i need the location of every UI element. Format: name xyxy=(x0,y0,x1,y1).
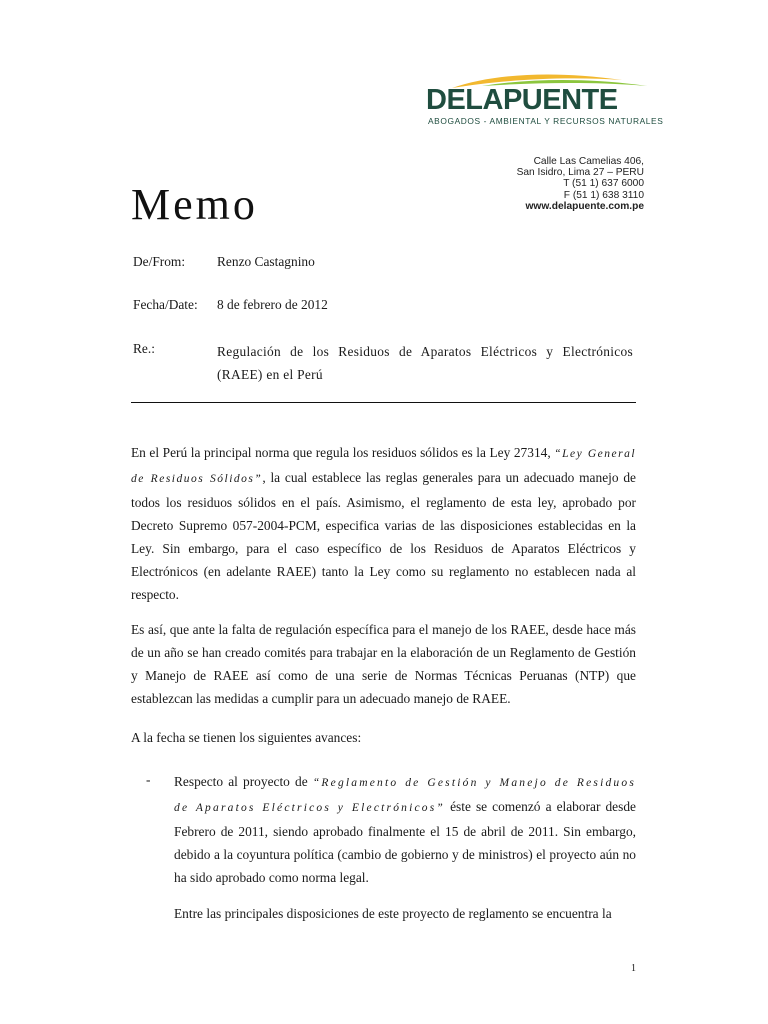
paragraph-1 xyxy=(131,441,636,606)
from-value: Renzo Castagnino xyxy=(217,254,315,269)
logo-tagline: ABOGADOS - AMBIENTAL Y RECURSOS NATURALES xyxy=(428,116,664,126)
header-divider xyxy=(131,402,636,403)
address-website: www.delapuente.com.pe xyxy=(525,200,644,212)
memo-title: Memo xyxy=(131,180,258,229)
company-logo xyxy=(422,72,664,132)
bullet-dash: - xyxy=(146,772,151,787)
address-line-1: Calle Las Camelias 406, xyxy=(533,156,644,167)
from-label: De/From: xyxy=(133,254,186,269)
bullet-item-start: Respecto al proyecto de xyxy=(174,774,308,789)
company-address xyxy=(517,156,644,212)
address-line-2: San Isidro, Lima 27 – PERU xyxy=(516,167,644,179)
address-phone: T (51 1) 637 6000 xyxy=(563,178,644,190)
law-title: “Ley General de Residuos Sólidos” xyxy=(131,448,637,485)
address-fax: F (51 1) 638 3110 xyxy=(563,189,644,201)
regulation-title: “Reglamento de Gestión y Manejo de Residuos de Aparatos Eléctricos y Electrónicos” xyxy=(174,777,637,814)
date-value: 8 de febrero de 2012 xyxy=(217,297,328,312)
paragraph-2: Es así, que ante la falta de regulación específica para el manejo de los RAEE, desde hace más de un año se han creado comités para trabajar en la elaboración de un Reglamento de Gestión y Manejo de RAEE así como de una serie de Normas Técnicas Peruanas (NTP) que establezcan las medidas a cumplir para un adecuado manejo de RAEE. xyxy=(131,622,636,706)
bullet-item-rest: éste se comenzó a elaborar desde Febrero de 2011, siendo aprobado finalmente el 15 de abril de 2011. Sin embargo, debido a la coyuntura política (cambio de gobierno y de ministros) el proyecto aún no ha sido aprobado como norma legal. xyxy=(174,799,636,885)
re-label: Re.: xyxy=(133,341,155,356)
paragraph-1-start: En el Perú la principal norma que regula los residuos sólidos es la Ley 27314, xyxy=(131,445,551,460)
bullet-item xyxy=(174,770,636,889)
paragraph-1-rest: , la cual establece las reglas generales para un adecuado manejo de todos los residuos sólidos en el país. Asimismo, el reglamento de esta ley, aprobado por Decreto Supremo 057-2004-PCM, especifica varias de las disposiciones establecidas en la Ley. Sin embargo, para el caso específico de los Residuos de Aparatos Eléctricos y Electrónicos (en adelante RAEE) tanto la Ley como su reglamento no establecen nada al respecto. xyxy=(131,470,636,602)
date-label: Fecha/Date: xyxy=(133,297,198,312)
re-value: Regulación de los Residuos de Aparatos Eléctricos y Electrónicos (RAEE) en el Perú xyxy=(217,344,633,382)
page-number: 1 xyxy=(631,963,636,974)
paragraph-3: A la fecha se tienen los siguientes avances: xyxy=(131,730,362,745)
logo-brand-text: DELAPUENTE xyxy=(426,84,618,116)
paragraph-4: Entre las principales disposiciones de este proyecto de reglamento se encuentra la xyxy=(174,906,612,921)
